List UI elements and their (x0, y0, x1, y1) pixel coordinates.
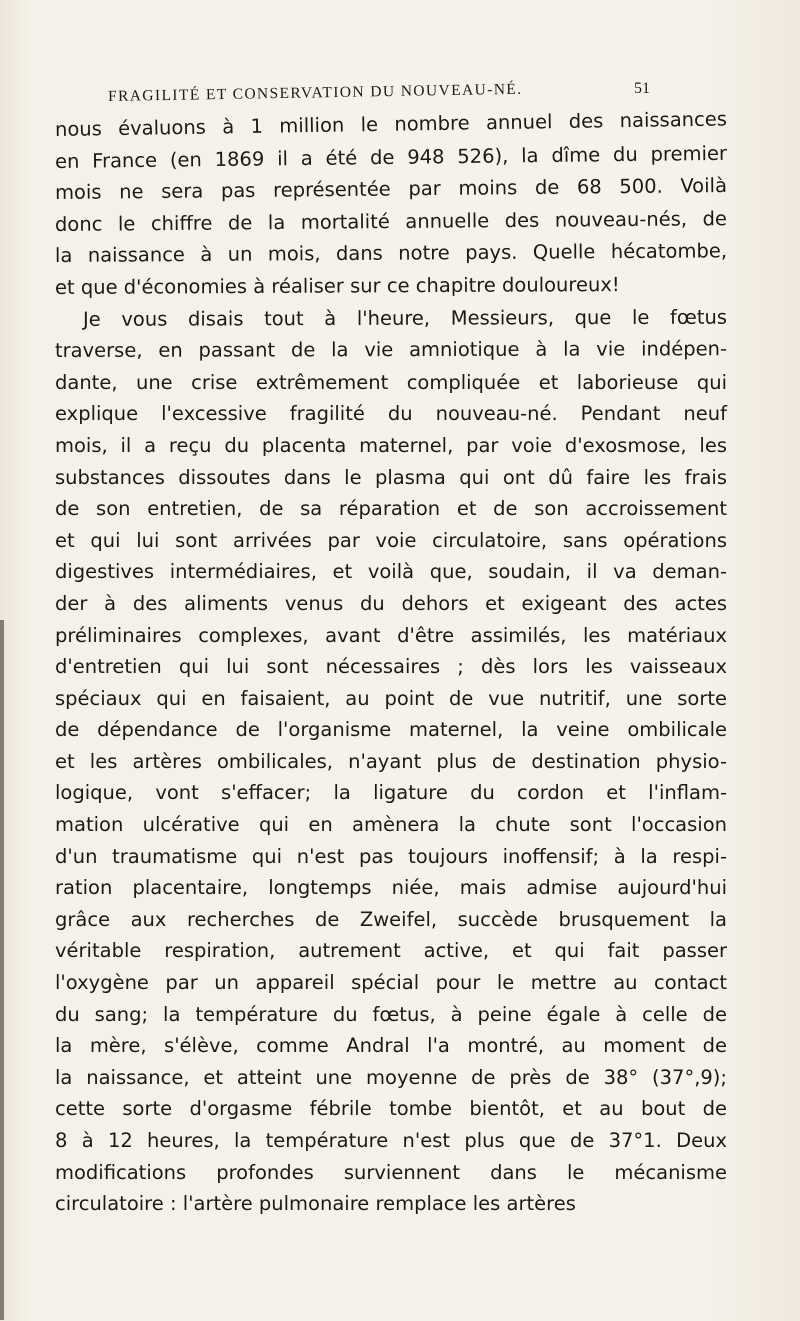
page-number: 51 (634, 80, 650, 97)
text-line: d'entretien qui lui sont nécessaires ; dès lors les vaisseaux (55, 655, 727, 679)
text-line: et les artères ombilicales, n'ayant plus de destination physio- (55, 749, 727, 773)
text-line: substances dissoutes dans le plasma qui ont dû faire les frais (55, 465, 727, 489)
text-line: der à des aliments venus du dehors et exigeant des actes (55, 591, 727, 615)
text-line: digestives intermédiaires, et voilà que, soudain, il va deman- (55, 560, 727, 584)
text-line: logique, vont s'effacer; la ligature du cordon et l'inflam- (55, 781, 727, 805)
text-line: l'oxygène par un appareil spécial pour le mettre au contact (55, 971, 727, 995)
text-line: la mère, s'élève, comme Andral l'a montré, au moment de (55, 1034, 727, 1058)
text-line: spéciaux qui en faisaient, au point de vue nutritif, une sorte (55, 686, 727, 710)
running-header-title: FRAGILITÉ ET CONSERVATION DU NOUVEAU-NÉ. (107, 80, 523, 105)
text-line: d'un traumatisme qui n'est pas toujours inoffensif; à la respi- (55, 844, 727, 868)
text-line: ration placentaire, longtemps niée, mais admise aujourd'hui (55, 876, 727, 900)
text-line: préliminaires complexes, avant d'être assimilés, les matériaux (55, 623, 727, 647)
body-text (54, 107, 728, 1220)
text-line: explique l'excessive fragilité du nouveau-né. Pendant neuf (55, 402, 727, 426)
text-line: mation ulcérative qui en amènera la chute sont l'occasion (55, 813, 727, 837)
text-line: 8 à 12 heures, la température n'est plus que de 37°1. Deux (55, 1129, 727, 1152)
text-line: en France (en 1869 il a été de 948 526), la dîme du premier (54, 141, 728, 173)
text-line: circulatoire : l'artère pulmonaire remplace les artères (55, 1192, 576, 1216)
text-line: mois ne sera pas représentée par moins de 68 500. Voilà (54, 174, 728, 205)
text-line: de dépendance de l'organisme maternel, la veine ombilicale (55, 718, 727, 742)
text-line: Je vous disais tout à l'heure, Messieurs, que le fœtus (82, 305, 728, 331)
text-line: cette sorte d'orgasme fébrile tombe bientôt, et au bout de (55, 1097, 727, 1121)
text-line: grâce aux recherches de Zweifel, succède brusquement la (55, 907, 727, 931)
page-edge-shadow (0, 620, 4, 1320)
text-line: et qui lui sont arrivées par voie circulatoire, sans opérations (55, 528, 727, 552)
text-line: modifications profondes surviennent dans le mécanisme (55, 1160, 727, 1184)
text-line: traverse, en passant de la vie amniotique à la vie indépen- (54, 337, 728, 363)
text-line: nous évaluons à 1 million le nombre annuel des naissances (54, 107, 728, 141)
text-line: véritable respiration, autrement active, et qui fait passer (55, 939, 727, 963)
text-line: la naissance, et atteint une moyenne de près de 38° (37°,9); (55, 1065, 727, 1089)
text-line: de son entretien, de sa réparation et de son accroissement (55, 497, 727, 521)
text-line: donc le chiffre de la mortalité annuelle des nouveau-nés, de (54, 206, 728, 236)
text-line: mois, il a reçu du placenta maternel, par voie d'exosmose, les (55, 433, 727, 457)
text-line: la naissance à un mois, dans notre pays. Quelle hécatombe, (54, 239, 728, 268)
text-line: du sang; la température du fœtus, à peine égale à celle de (55, 1002, 727, 1026)
text-line: dante, une crise extrêmement compliquée et laborieuse qui (55, 370, 727, 394)
text-line: et que d'économies à réaliser sur ce chapitre douloureux! (54, 273, 620, 299)
